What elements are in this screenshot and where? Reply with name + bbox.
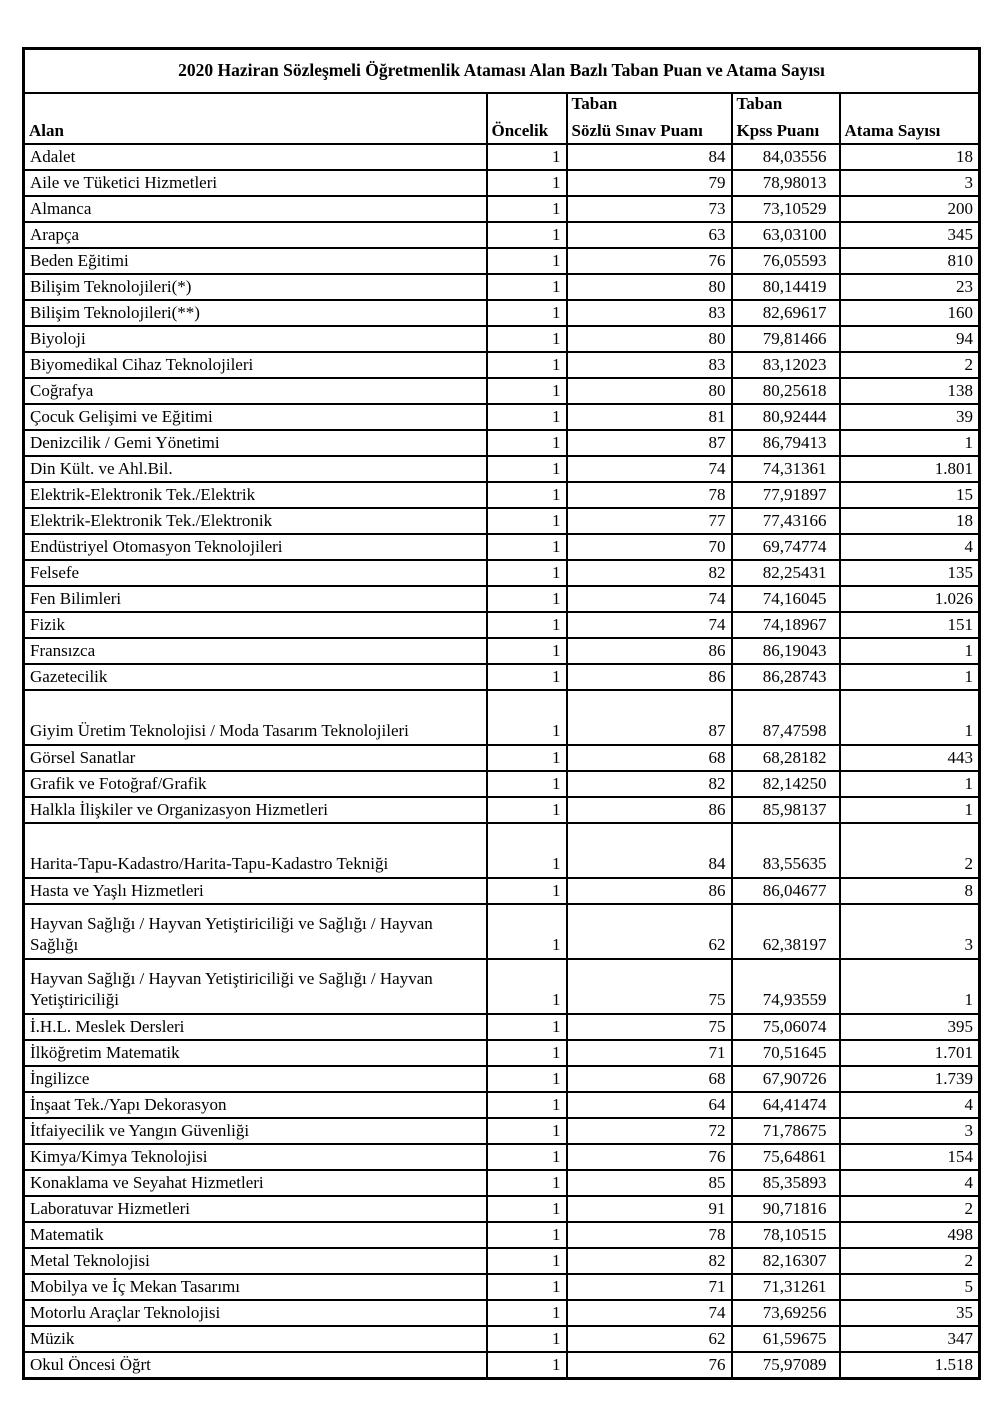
table-title: 2020 Haziran Sözleşmeli Öğretmenlik Ataması Alan Bazlı Taban Puan ve Atama Sayısı xyxy=(24,49,980,94)
atama-cell: 4 xyxy=(840,1092,980,1118)
atama-cell: 2 xyxy=(840,1196,980,1222)
alan-cell: Hasta ve Yaşlı Hizmetleri xyxy=(24,878,487,904)
alan-cell: Biyomedikal Cihaz Teknolojileri xyxy=(24,352,487,378)
atama-cell: 135 xyxy=(840,560,980,586)
table-row xyxy=(24,1118,980,1144)
kpss-cell: 75,06074 xyxy=(732,1014,840,1040)
oncelik-cell: 1 xyxy=(487,690,567,745)
sozlu-cell: 76 xyxy=(567,1144,732,1170)
sozlu-cell: 78 xyxy=(567,482,732,508)
alan-cell: Elektrik-Elektronik Tek./Elektrik xyxy=(24,482,487,508)
sozlu-cell: 86 xyxy=(567,638,732,664)
table-row xyxy=(24,745,980,771)
atama-cell: 1.801 xyxy=(840,456,980,482)
kpss-cell: 71,78675 xyxy=(732,1118,840,1144)
alan-cell: İ.H.L. Meslek Dersleri xyxy=(24,1014,487,1040)
sozlu-cell: 82 xyxy=(567,771,732,797)
kpss-cell: 83,12023 xyxy=(732,352,840,378)
atama-cell: 1.701 xyxy=(840,1040,980,1066)
table-row xyxy=(24,144,980,170)
kpss-cell: 74,31361 xyxy=(732,456,840,482)
oncelik-cell: 1 xyxy=(487,326,567,352)
atama-cell: 498 xyxy=(840,1222,980,1248)
table-row xyxy=(24,248,980,274)
table-row xyxy=(24,823,980,878)
table-row xyxy=(24,638,980,664)
table-row xyxy=(24,534,980,560)
sozlu-cell: 76 xyxy=(567,248,732,274)
table-row xyxy=(24,326,980,352)
alan-cell: Matematik xyxy=(24,1222,487,1248)
sozlu-cell: 71 xyxy=(567,1274,732,1300)
alan-cell: Biyoloji xyxy=(24,326,487,352)
atama-cell: 2 xyxy=(840,352,980,378)
sozlu-cell: 75 xyxy=(567,959,732,1014)
alan-cell: İngilizce xyxy=(24,1066,487,1092)
oncelik-cell: 1 xyxy=(487,378,567,404)
oncelik-cell: 1 xyxy=(487,560,567,586)
kpss-cell: 78,10515 xyxy=(732,1222,840,1248)
alan-cell: Bilişim Teknolojileri(**) xyxy=(24,300,487,326)
col-header-sozlu-sinav-puani xyxy=(567,93,732,144)
atama-cell: 160 xyxy=(840,300,980,326)
kpss-cell: 63,03100 xyxy=(732,222,840,248)
alan-cell: Denizcilik / Gemi Yönetimi xyxy=(24,430,487,456)
alan-cell: Fen Bilimleri xyxy=(24,586,487,612)
table-row xyxy=(24,1274,980,1300)
kpss-cell: 75,97089 xyxy=(732,1352,840,1379)
table-row xyxy=(24,959,980,1014)
alan-cell: İtfaiyecilik ve Yangın Güvenliği xyxy=(24,1118,487,1144)
sozlu-cell: 81 xyxy=(567,404,732,430)
oncelik-cell: 1 xyxy=(487,196,567,222)
sozlu-cell: 70 xyxy=(567,534,732,560)
atama-cell: 154 xyxy=(840,1144,980,1170)
col-header-sozlu-line1: Taban xyxy=(571,94,618,113)
alan-cell: Fransızca xyxy=(24,638,487,664)
sozlu-cell: 80 xyxy=(567,274,732,300)
atama-cell: 1 xyxy=(840,959,980,1014)
alan-cell: Mobilya ve İç Mekan Tasarımı xyxy=(24,1274,487,1300)
alan-cell: Arapça xyxy=(24,222,487,248)
atama-cell: 3 xyxy=(840,904,980,959)
atama-cell: 4 xyxy=(840,1170,980,1196)
atama-cell: 2 xyxy=(840,1248,980,1274)
sozlu-cell: 76 xyxy=(567,1352,732,1379)
oncelik-cell: 1 xyxy=(487,222,567,248)
kpss-cell: 73,69256 xyxy=(732,1300,840,1326)
oncelik-cell: 1 xyxy=(487,170,567,196)
oncelik-cell: 1 xyxy=(487,300,567,326)
col-header-alan-label: Alan xyxy=(29,120,64,140)
alan-cell: Harita-Tapu-Kadastro/Harita-Tapu-Kadastro Tekniği xyxy=(24,823,487,878)
kpss-cell: 77,43166 xyxy=(732,508,840,534)
kpss-cell: 82,14250 xyxy=(732,771,840,797)
sozlu-cell: 86 xyxy=(567,878,732,904)
atama-cell: 1 xyxy=(840,430,980,456)
alan-cell: Okul Öncesi Öğrt xyxy=(24,1352,487,1379)
oncelik-cell: 1 xyxy=(487,771,567,797)
alan-cell: Kimya/Kimya Teknolojisi xyxy=(24,1144,487,1170)
table-row xyxy=(24,1326,980,1352)
alan-cell: Din Kült. ve Ahl.Bil. xyxy=(24,456,487,482)
kpss-cell: 71,31261 xyxy=(732,1274,840,1300)
kpss-cell: 61,59675 xyxy=(732,1326,840,1352)
table-row xyxy=(24,482,980,508)
atama-cell: 18 xyxy=(840,144,980,170)
table-row xyxy=(24,690,980,745)
kpss-cell: 77,91897 xyxy=(732,482,840,508)
table-row xyxy=(24,430,980,456)
table-row xyxy=(24,904,980,959)
sozlu-cell: 75 xyxy=(567,1014,732,1040)
atama-cell: 200 xyxy=(840,196,980,222)
atama-cell: 1 xyxy=(840,638,980,664)
atama-cell: 18 xyxy=(840,508,980,534)
sozlu-cell: 73 xyxy=(567,196,732,222)
oncelik-cell: 1 xyxy=(487,638,567,664)
atama-cell: 15 xyxy=(840,482,980,508)
kpss-cell: 84,03556 xyxy=(732,144,840,170)
col-header-atama-label: Atama Sayısı xyxy=(844,120,941,140)
sozlu-cell: 68 xyxy=(567,745,732,771)
kpss-cell: 64,41474 xyxy=(732,1092,840,1118)
table-row xyxy=(24,274,980,300)
alan-cell: Beden Eğitimi xyxy=(24,248,487,274)
sozlu-cell: 63 xyxy=(567,222,732,248)
sozlu-cell: 87 xyxy=(567,690,732,745)
sozlu-cell: 74 xyxy=(567,586,732,612)
kpss-cell: 83,55635 xyxy=(732,823,840,878)
oncelik-cell: 1 xyxy=(487,959,567,1014)
header-row xyxy=(24,93,980,144)
atama-cell: 23 xyxy=(840,274,980,300)
kpss-cell: 74,93559 xyxy=(732,959,840,1014)
col-header-oncelik xyxy=(487,93,567,144)
kpss-cell: 75,64861 xyxy=(732,1144,840,1170)
kpss-cell: 76,05593 xyxy=(732,248,840,274)
atama-cell: 8 xyxy=(840,878,980,904)
kpss-cell: 70,51645 xyxy=(732,1040,840,1066)
kpss-cell: 82,25431 xyxy=(732,560,840,586)
atama-cell: 3 xyxy=(840,170,980,196)
kpss-cell: 86,79413 xyxy=(732,430,840,456)
alan-cell: Hayvan Sağlığı / Hayvan Yetiştiriciliği ve Sağlığı / Hayvan Yetiştiriciliği xyxy=(24,959,487,1014)
alan-cell: Grafik ve Fotoğraf/Grafik xyxy=(24,771,487,797)
table-row xyxy=(24,300,980,326)
table-row xyxy=(24,222,980,248)
atama-cell: 39 xyxy=(840,404,980,430)
kpss-cell: 80,14419 xyxy=(732,274,840,300)
col-header-atama-sayisi xyxy=(840,93,980,144)
oncelik-cell: 1 xyxy=(487,1118,567,1144)
atama-cell: 443 xyxy=(840,745,980,771)
kpss-cell: 80,92444 xyxy=(732,404,840,430)
table-row xyxy=(24,664,980,690)
kpss-cell: 73,10529 xyxy=(732,196,840,222)
col-header-kpss-puani xyxy=(732,93,840,144)
alan-cell: Laboratuvar Hizmetleri xyxy=(24,1196,487,1222)
table-row xyxy=(24,1170,980,1196)
col-header-kpss-line2: Kpss Puanı xyxy=(736,120,820,140)
atama-cell: 94 xyxy=(840,326,980,352)
sozlu-cell: 85 xyxy=(567,1170,732,1196)
kpss-cell: 86,04677 xyxy=(732,878,840,904)
oncelik-cell: 1 xyxy=(487,664,567,690)
table-row xyxy=(24,1248,980,1274)
atama-cell: 1 xyxy=(840,690,980,745)
alan-cell: Bilişim Teknolojileri(*) xyxy=(24,274,487,300)
oncelik-cell: 1 xyxy=(487,745,567,771)
table-row xyxy=(24,1092,980,1118)
table-row xyxy=(24,1014,980,1040)
atama-cell: 345 xyxy=(840,222,980,248)
table-row xyxy=(24,352,980,378)
atama-cell: 1.518 xyxy=(840,1352,980,1379)
alan-cell: Çocuk Gelişimi ve Eğitimi xyxy=(24,404,487,430)
kpss-cell: 82,69617 xyxy=(732,300,840,326)
col-header-sozlu-line2: Sözlü Sınav Puanı xyxy=(571,120,703,140)
oncelik-cell: 1 xyxy=(487,1092,567,1118)
oncelik-cell: 1 xyxy=(487,1066,567,1092)
alan-cell: Hayvan Sağlığı / Hayvan Yetiştiriciliği ve Sağlığı / Hayvan Sağlığı xyxy=(24,904,487,959)
kpss-cell: 62,38197 xyxy=(732,904,840,959)
sozlu-cell: 68 xyxy=(567,1066,732,1092)
table-row xyxy=(24,1144,980,1170)
oncelik-cell: 1 xyxy=(487,274,567,300)
sozlu-cell: 82 xyxy=(567,1248,732,1274)
table-row xyxy=(24,878,980,904)
sozlu-cell: 79 xyxy=(567,170,732,196)
oncelik-cell: 1 xyxy=(487,404,567,430)
table-row xyxy=(24,771,980,797)
table-row xyxy=(24,797,980,823)
atama-cell: 395 xyxy=(840,1014,980,1040)
kpss-cell: 87,47598 xyxy=(732,690,840,745)
assignment-score-table xyxy=(22,47,981,1380)
alan-cell: Elektrik-Elektronik Tek./Elektronik xyxy=(24,508,487,534)
atama-cell: 4 xyxy=(840,534,980,560)
table-row xyxy=(24,170,980,196)
kpss-cell: 78,98013 xyxy=(732,170,840,196)
atama-cell: 347 xyxy=(840,1326,980,1352)
sozlu-cell: 86 xyxy=(567,797,732,823)
alan-cell: Endüstriyel Otomasyon Teknolojileri xyxy=(24,534,487,560)
oncelik-cell: 1 xyxy=(487,1170,567,1196)
table-body xyxy=(24,144,980,1379)
sozlu-cell: 74 xyxy=(567,456,732,482)
oncelik-cell: 1 xyxy=(487,1222,567,1248)
sozlu-cell: 84 xyxy=(567,144,732,170)
table-row xyxy=(24,1066,980,1092)
sozlu-cell: 83 xyxy=(567,352,732,378)
title-row xyxy=(24,49,980,94)
oncelik-cell: 1 xyxy=(487,1300,567,1326)
oncelik-cell: 1 xyxy=(487,534,567,560)
oncelik-cell: 1 xyxy=(487,1144,567,1170)
table-row xyxy=(24,456,980,482)
alan-cell: Metal Teknolojisi xyxy=(24,1248,487,1274)
table-row xyxy=(24,560,980,586)
kpss-cell: 85,35893 xyxy=(732,1170,840,1196)
table-row xyxy=(24,612,980,638)
atama-cell: 1.026 xyxy=(840,586,980,612)
table-row xyxy=(24,1040,980,1066)
table-row xyxy=(24,1222,980,1248)
atama-cell: 1.739 xyxy=(840,1066,980,1092)
oncelik-cell: 1 xyxy=(487,797,567,823)
oncelik-cell: 1 xyxy=(487,1040,567,1066)
table-row xyxy=(24,508,980,534)
atama-cell: 35 xyxy=(840,1300,980,1326)
kpss-cell: 79,81466 xyxy=(732,326,840,352)
kpss-cell: 86,28743 xyxy=(732,664,840,690)
kpss-cell: 67,90726 xyxy=(732,1066,840,1092)
oncelik-cell: 1 xyxy=(487,352,567,378)
atama-cell: 138 xyxy=(840,378,980,404)
kpss-cell: 82,16307 xyxy=(732,1248,840,1274)
alan-cell: Aile ve Tüketici Hizmetleri xyxy=(24,170,487,196)
oncelik-cell: 1 xyxy=(487,612,567,638)
sozlu-cell: 77 xyxy=(567,508,732,534)
atama-cell: 810 xyxy=(840,248,980,274)
sozlu-cell: 82 xyxy=(567,560,732,586)
kpss-cell: 68,28182 xyxy=(732,745,840,771)
kpss-cell: 74,16045 xyxy=(732,586,840,612)
alan-cell: Müzik xyxy=(24,1326,487,1352)
kpss-cell: 74,18967 xyxy=(732,612,840,638)
oncelik-cell: 1 xyxy=(487,1326,567,1352)
col-header-oncelik-label: Öncelik xyxy=(491,120,549,140)
table-row xyxy=(24,378,980,404)
alan-cell: Almanca xyxy=(24,196,487,222)
oncelik-cell: 1 xyxy=(487,904,567,959)
atama-cell: 1 xyxy=(840,664,980,690)
table-row xyxy=(24,586,980,612)
oncelik-cell: 1 xyxy=(487,1352,567,1379)
oncelik-cell: 1 xyxy=(487,586,567,612)
sozlu-cell: 74 xyxy=(567,1300,732,1326)
sozlu-cell: 80 xyxy=(567,378,732,404)
sozlu-cell: 91 xyxy=(567,1196,732,1222)
sozlu-cell: 72 xyxy=(567,1118,732,1144)
alan-cell: Görsel Sanatlar xyxy=(24,745,487,771)
kpss-cell: 90,71816 xyxy=(732,1196,840,1222)
alan-cell: Giyim Üretim Teknolojisi / Moda Tasarım Teknolojileri xyxy=(24,690,487,745)
alan-cell: İnşaat Tek./Yapı Dekorasyon xyxy=(24,1092,487,1118)
atama-cell: 1 xyxy=(840,797,980,823)
col-header-kpss-line1: Taban xyxy=(736,94,783,113)
sozlu-cell: 78 xyxy=(567,1222,732,1248)
col-header-alan xyxy=(24,93,487,144)
oncelik-cell: 1 xyxy=(487,1196,567,1222)
oncelik-cell: 1 xyxy=(487,508,567,534)
alan-cell: Halkla İlişkiler ve Organizasyon Hizmetleri xyxy=(24,797,487,823)
alan-cell: Adalet xyxy=(24,144,487,170)
sozlu-cell: 84 xyxy=(567,823,732,878)
sozlu-cell: 80 xyxy=(567,326,732,352)
atama-cell: 3 xyxy=(840,1118,980,1144)
alan-cell: Konaklama ve Seyahat Hizmetleri xyxy=(24,1170,487,1196)
sozlu-cell: 64 xyxy=(567,1092,732,1118)
atama-cell: 1 xyxy=(840,771,980,797)
atama-cell: 5 xyxy=(840,1274,980,1300)
sozlu-cell: 74 xyxy=(567,612,732,638)
oncelik-cell: 1 xyxy=(487,823,567,878)
sozlu-cell: 86 xyxy=(567,664,732,690)
oncelik-cell: 1 xyxy=(487,1274,567,1300)
sozlu-cell: 87 xyxy=(567,430,732,456)
sozlu-cell: 62 xyxy=(567,1326,732,1352)
kpss-cell: 85,98137 xyxy=(732,797,840,823)
oncelik-cell: 1 xyxy=(487,1014,567,1040)
alan-cell: Gazetecilik xyxy=(24,664,487,690)
alan-cell: Felsefe xyxy=(24,560,487,586)
kpss-cell: 86,19043 xyxy=(732,638,840,664)
oncelik-cell: 1 xyxy=(487,248,567,274)
oncelik-cell: 1 xyxy=(487,456,567,482)
alan-cell: Coğrafya xyxy=(24,378,487,404)
oncelik-cell: 1 xyxy=(487,144,567,170)
alan-cell: Fizik xyxy=(24,612,487,638)
alan-cell: Motorlu Araçlar Teknolojisi xyxy=(24,1300,487,1326)
kpss-cell: 80,25618 xyxy=(732,378,840,404)
table-row xyxy=(24,196,980,222)
table-row xyxy=(24,1300,980,1326)
oncelik-cell: 1 xyxy=(487,1248,567,1274)
table-row xyxy=(24,1352,980,1379)
alan-cell: İlköğretim Matematik xyxy=(24,1040,487,1066)
sozlu-cell: 62 xyxy=(567,904,732,959)
oncelik-cell: 1 xyxy=(487,430,567,456)
sozlu-cell: 71 xyxy=(567,1040,732,1066)
sozlu-cell: 83 xyxy=(567,300,732,326)
oncelik-cell: 1 xyxy=(487,878,567,904)
table-row xyxy=(24,404,980,430)
atama-cell: 2 xyxy=(840,823,980,878)
kpss-cell: 69,74774 xyxy=(732,534,840,560)
oncelik-cell: 1 xyxy=(487,482,567,508)
atama-cell: 151 xyxy=(840,612,980,638)
table-row xyxy=(24,1196,980,1222)
